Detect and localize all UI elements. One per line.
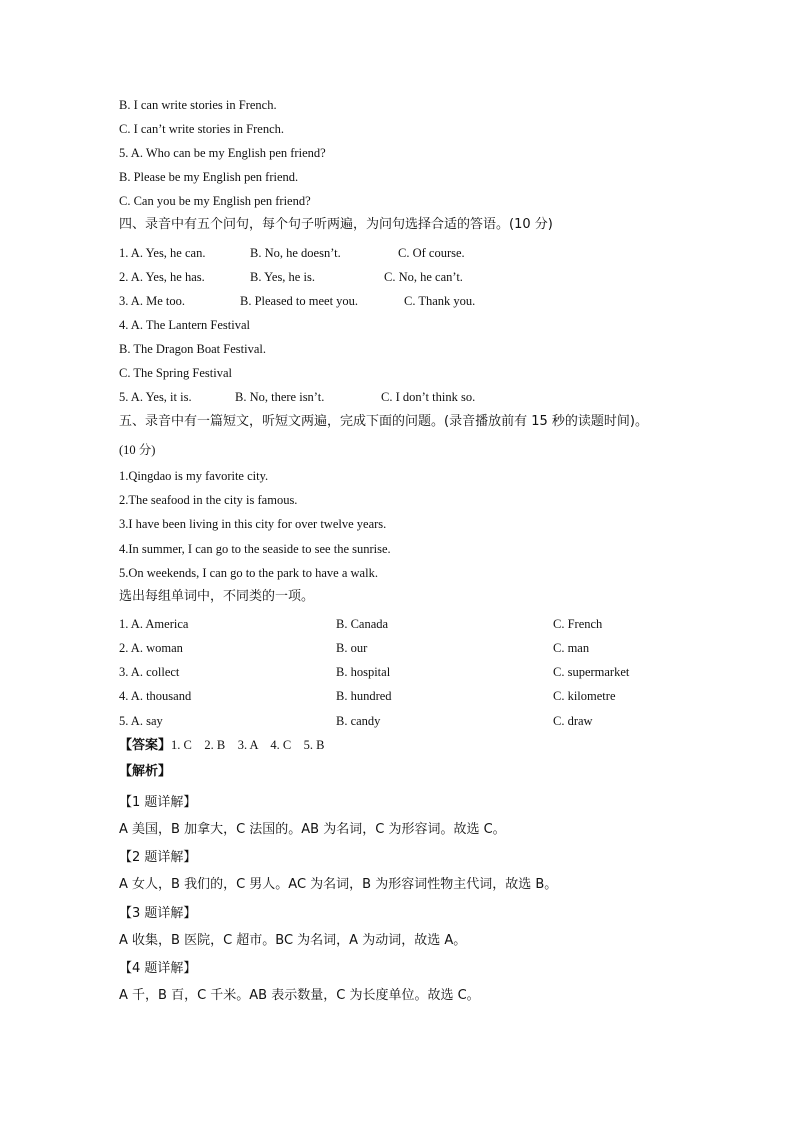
detail-body: A 美国，B 加拿大，C 法国的。AB 为名词，C 为形容词。故选 C。 xyxy=(119,822,506,837)
option-a: 3. A. collect xyxy=(119,665,180,679)
detail-body: A 收集，B 医院，C 超市。BC 为名词，A 为动词，故选 A。 xyxy=(119,933,467,948)
option-a: 2. A. woman xyxy=(119,641,183,655)
option-c: C. kilometre xyxy=(553,689,616,703)
passage-sentence: 3.I have been living in this city for over twelve years. xyxy=(119,517,387,531)
question-line: 4. A. The Lantern Festival xyxy=(119,318,250,332)
option-b: B. No, he doesn’t. xyxy=(250,246,341,260)
section-5-score: (10 分) xyxy=(119,443,156,457)
vocab-heading: 选出每组单词中，不同类的一项。 xyxy=(119,589,315,604)
section-4-heading: 四、录音中有五个问句，每个句子听两遍，为问句选择合适的答语。(10 分) xyxy=(119,217,553,232)
option-line: B. The Dragon Boat Festival. xyxy=(119,342,266,356)
option-c: C. man xyxy=(553,641,590,655)
option-b: B. candy xyxy=(336,714,381,728)
option-a: 5. A. say xyxy=(119,714,163,728)
option-line: B. I can write stories in French. xyxy=(119,98,277,112)
option-line: B. Please be my English pen friend. xyxy=(119,170,299,184)
option-a: 2. A. Yes, he has. xyxy=(119,270,205,284)
option-c: C. draw xyxy=(553,714,593,728)
answer-line xyxy=(119,737,325,754)
analysis-label: 【解析】 xyxy=(119,764,172,779)
option-line: C. The Spring Festival xyxy=(119,366,232,380)
option-b: B. Canada xyxy=(336,617,389,631)
option-b: B. Pleased to meet you. xyxy=(240,294,359,308)
passage-sentence: 4.In summer, I can go to the seaside to see the sunrise. xyxy=(119,542,391,556)
option-b: B. Yes, he is. xyxy=(250,270,315,284)
passage-sentence: 2.The seafood in the city is famous. xyxy=(119,493,298,507)
option-a: 1. A. America xyxy=(119,617,189,631)
option-c: C. supermarket xyxy=(553,665,630,679)
detail-body: A 千，B 百，C 千米。AB 表示数量，C 为长度单位。故选 C。 xyxy=(119,988,480,1003)
option-b: B. our xyxy=(336,641,368,655)
option-a: 3. A. Me too. xyxy=(119,294,185,308)
section-5-heading: 五、录音中有一篇短文，听短文两遍，完成下面的问题。(录音播放前有 15 秒的读题时间)。 xyxy=(119,414,648,429)
detail-title: 【1 题详解】 xyxy=(119,795,197,810)
option-c: C. Thank you. xyxy=(404,294,476,308)
answer-text: 1. C 2. B 3. A 4. C 5. B xyxy=(171,738,325,752)
option-line: C. I can’t write stories in French. xyxy=(119,122,285,136)
answer-label: 【答案】 xyxy=(119,738,172,753)
passage-sentence: 5.On weekends, I can go to the park to have a walk. xyxy=(119,566,378,580)
option-a: 5. A. Yes, it is. xyxy=(119,390,192,404)
option-c: C. I don’t think so. xyxy=(381,390,476,404)
option-b: B. hospital xyxy=(336,665,391,679)
question-line: 5. A. Who can be my English pen friend? xyxy=(119,146,326,160)
detail-body: A 女人，B 我们的，C 男人。AC 为名词，B 为形容词性物主代词，故选 B。 xyxy=(119,877,558,892)
option-c: C. Of course. xyxy=(398,246,465,260)
option-a: 4. A. thousand xyxy=(119,689,192,703)
option-c: C. French xyxy=(553,617,603,631)
option-b: B. hundred xyxy=(336,689,392,703)
passage-sentence: 1.Qingdao is my favorite city. xyxy=(119,469,269,483)
detail-title: 【4 题详解】 xyxy=(119,961,197,976)
detail-title: 【2 题详解】 xyxy=(119,850,197,865)
option-b: B. No, there isn’t. xyxy=(235,390,325,404)
option-a: 1. A. Yes, he can. xyxy=(119,246,206,260)
option-line: C. Can you be my English pen friend? xyxy=(119,194,311,208)
option-c: C. No, he can’t. xyxy=(384,270,463,284)
detail-title: 【3 题详解】 xyxy=(119,906,197,921)
